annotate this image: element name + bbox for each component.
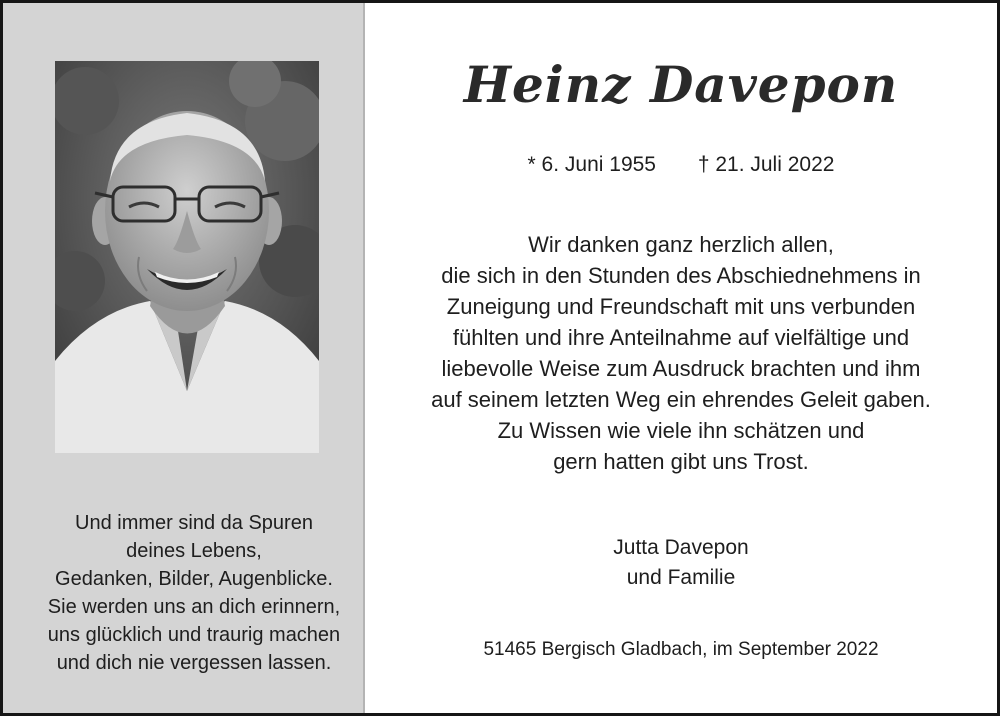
message-line: gern hatten gibt uns Trost.: [553, 449, 809, 474]
message-line: fühlten und ihre Anteilnahme auf vielfältige und: [452, 325, 910, 350]
signature-family: und Familie: [626, 566, 736, 589]
deceased-name: Heinz Davepon: [463, 55, 899, 114]
right-panel: [365, 3, 997, 713]
message-line: Wir danken ganz herzlich allen,: [528, 232, 834, 257]
left-panel: [3, 3, 365, 713]
place-and-date: 51465 Bergisch Gladbach, im September 2022: [483, 639, 879, 660]
poem-line: uns glücklich und traurig machen: [47, 624, 341, 646]
portrait-illustration: [55, 61, 319, 453]
message-line: die sich in den Stunden des Abschiednehmens in: [441, 263, 921, 288]
signature-name: Jutta Davepon: [613, 536, 749, 559]
signature-block: [365, 533, 997, 593]
message-line: Zuneigung und Freundschaft mit uns verbunden: [446, 294, 916, 319]
portrait-photo: [55, 61, 319, 453]
poem-line: Gedanken, Bilder, Augenblicke.: [55, 568, 333, 590]
poem-line: Und immer sind da Spuren: [75, 512, 313, 534]
memorial-poem: [3, 509, 385, 677]
message-line: liebevolle Weise zum Ausdruck brachten und ihm: [441, 356, 921, 381]
thank-you-message: [365, 229, 997, 477]
message-line: Zu Wissen wie viele ihn schätzen und: [497, 418, 865, 443]
poem-line: Sie werden uns an dich erinnern,: [47, 596, 341, 618]
life-dates: [365, 153, 997, 177]
poem-line: deines Lebens,: [126, 540, 262, 562]
birth-date: * 6. Juni 1955: [527, 153, 656, 176]
message-line: auf seinem letzten Weg ein ehrendes Geleit gaben.: [431, 387, 931, 412]
poem-line: und dich nie vergessen lassen.: [56, 652, 332, 674]
death-date: † 21. Juli 2022: [697, 153, 835, 176]
